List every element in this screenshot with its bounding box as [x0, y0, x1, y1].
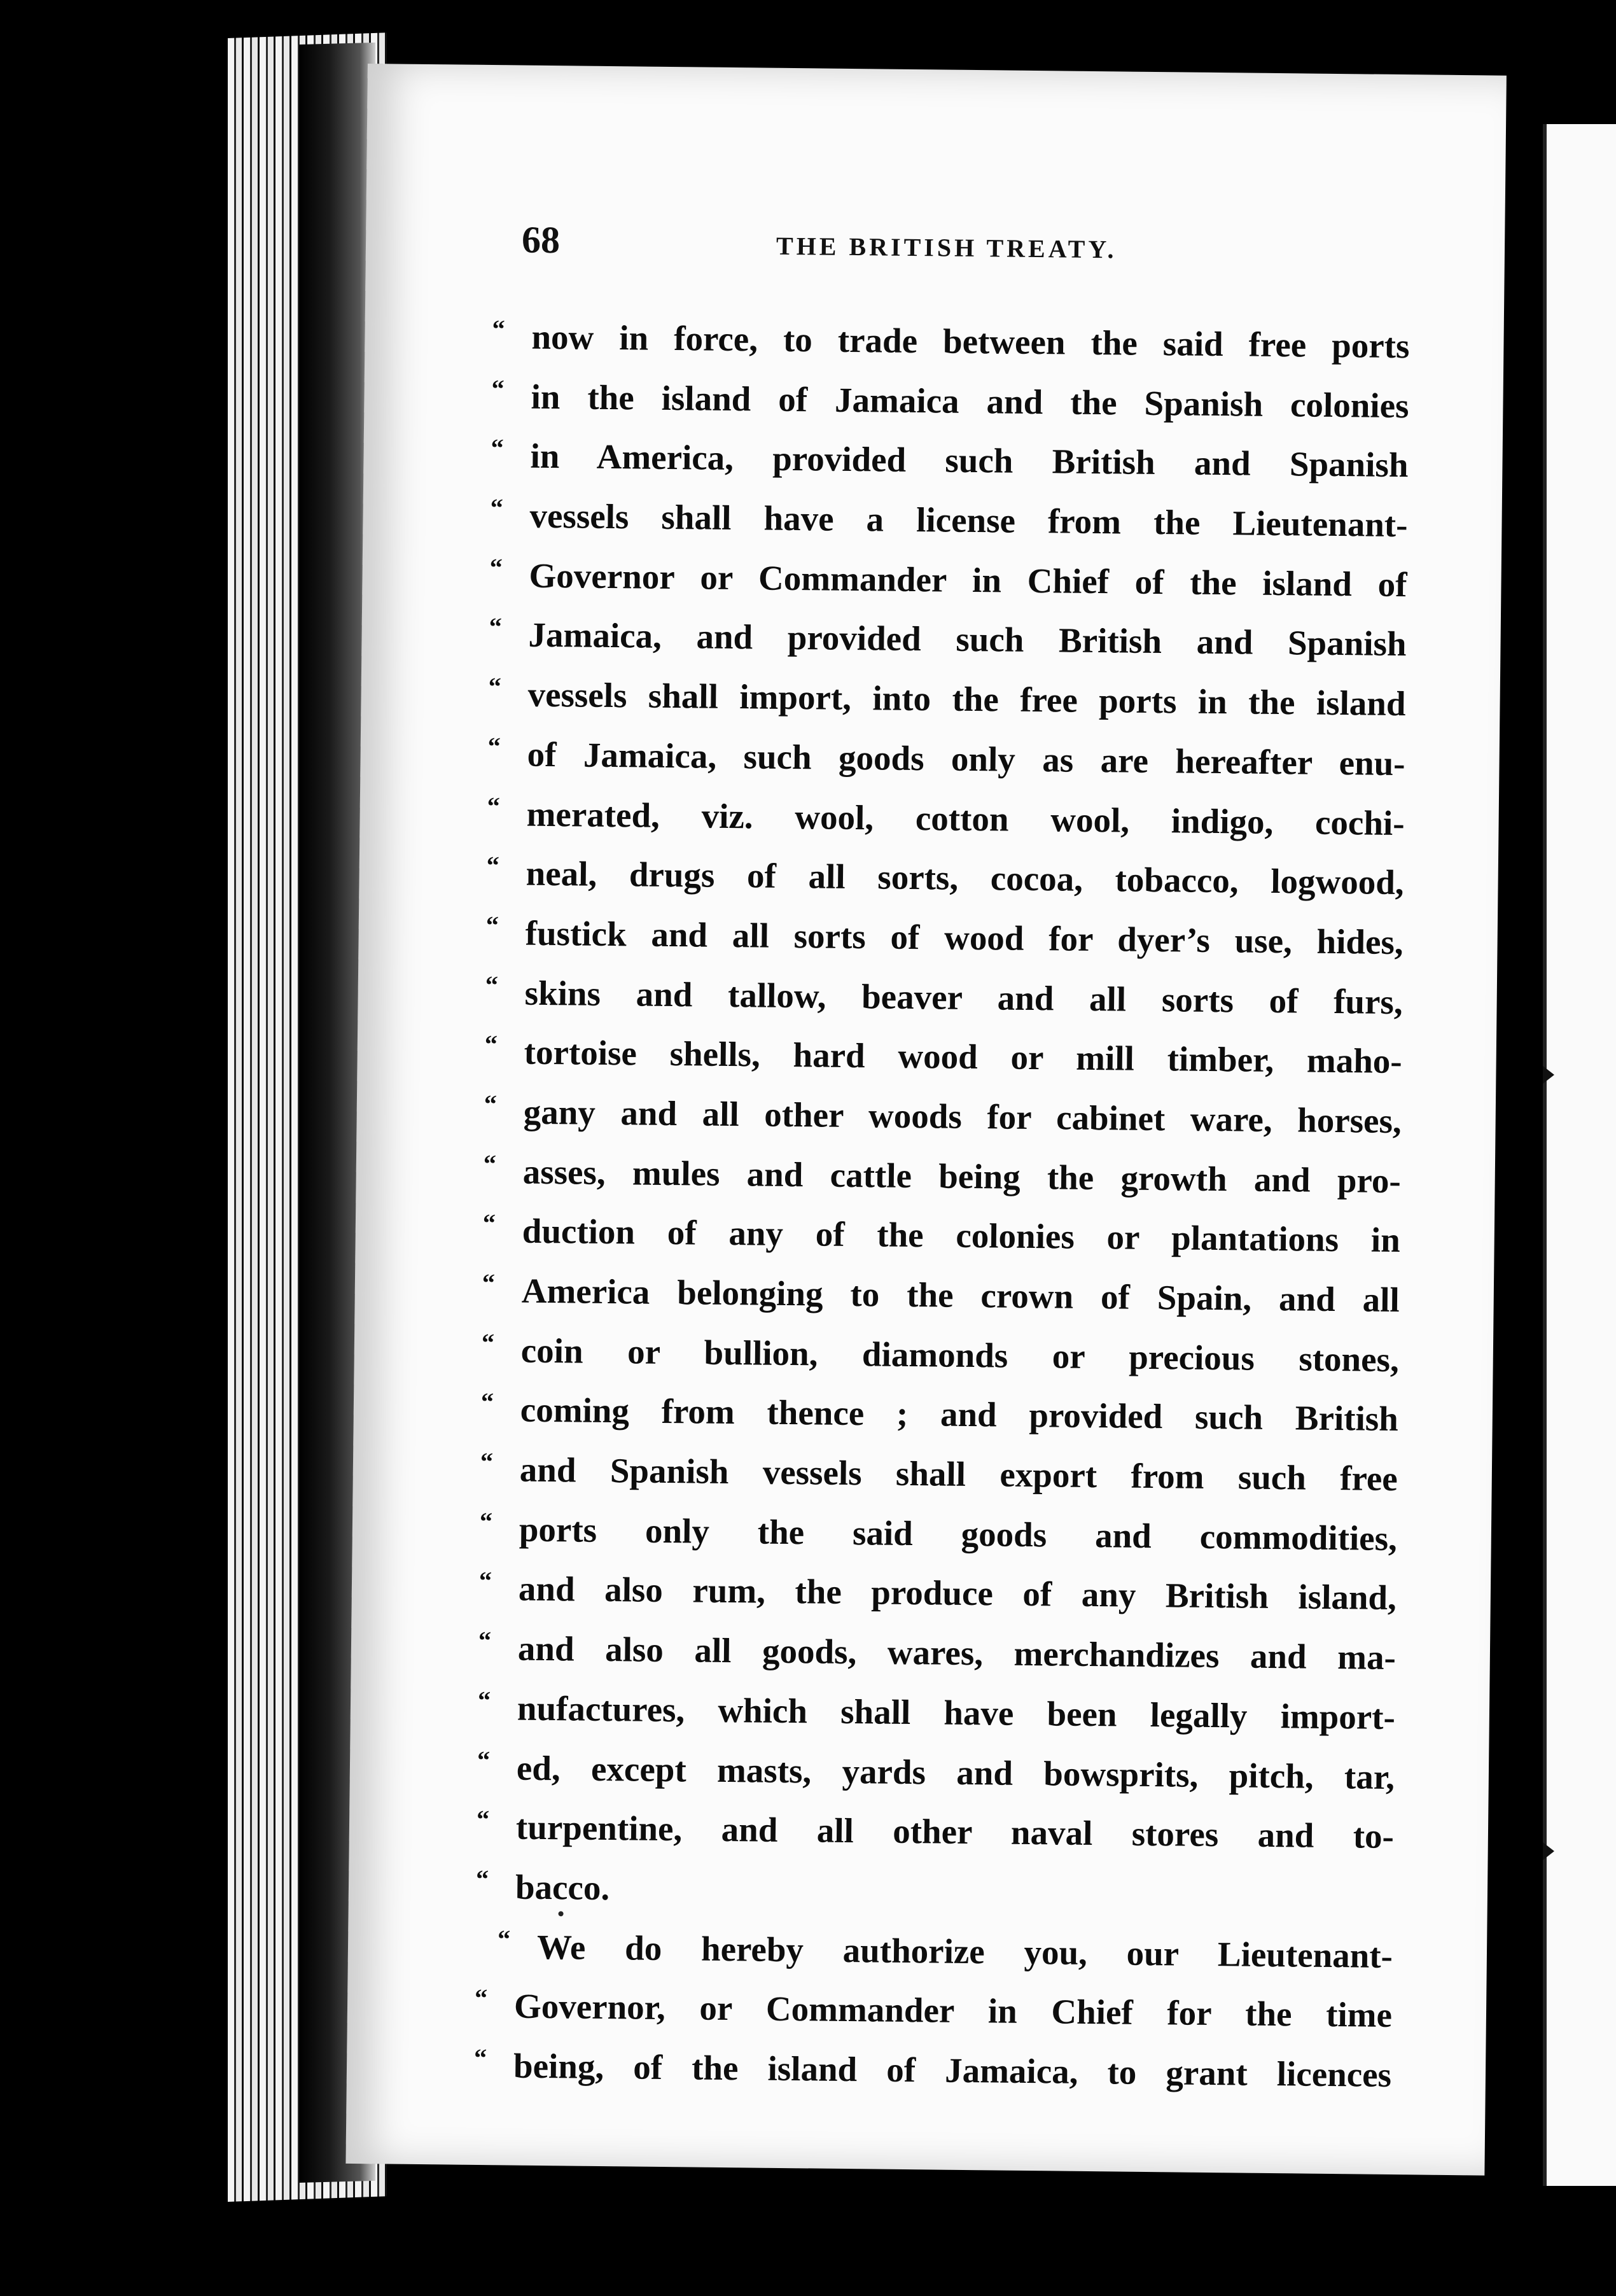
text-line-content: in America, provided such British and Spanish	[530, 437, 1409, 485]
text-line-content: Jamaica, and provided such British and Spanish	[528, 615, 1407, 664]
text-line-content: America belonging to the crown of Spain, and all	[521, 1271, 1400, 1320]
quote-mark: “	[483, 1149, 497, 1178]
quote-mark: “	[478, 1566, 492, 1595]
text-line	[476, 1857, 1399, 1926]
page-header	[522, 218, 1477, 286]
text-line	[477, 1737, 1400, 1807]
text-line-content: Governor, or Commander in Chief for the time	[513, 1986, 1393, 2035]
quote-mark: “	[475, 1864, 489, 1894]
quote-mark: “	[485, 910, 499, 940]
text-line-content: and Spanish vessels shall export from such free	[519, 1450, 1398, 1499]
text-line-content: duction of any of the colonies or plantations in	[522, 1211, 1401, 1260]
text-line	[477, 1678, 1400, 1747]
text-line	[487, 784, 1410, 853]
text-line-content: We do hereby authorize you, our Lieutenant-	[536, 1927, 1393, 1975]
text-line	[484, 1022, 1407, 1091]
body-text	[474, 307, 1415, 2105]
text-line	[474, 2036, 1397, 2105]
quote-mark: “	[482, 1208, 496, 1238]
quote-mark: “	[485, 970, 499, 999]
text-line	[483, 1142, 1406, 1211]
text-line	[481, 1320, 1404, 1390]
text-line	[477, 1797, 1400, 1866]
quote-mark: “	[488, 672, 501, 701]
text-line	[482, 1261, 1405, 1330]
text-line-content: Governor or Commander in Chief of the island of	[529, 556, 1407, 604]
text-line	[485, 903, 1409, 972]
text-line-content: of Jamaica, such goods only as are hereafter enu-	[527, 734, 1405, 783]
quote-mark: “	[489, 552, 503, 582]
book-page	[345, 64, 1506, 2176]
quote-mark: “	[477, 1745, 491, 1774]
text-line-content: nufactures, which shall have been legally import-	[517, 1688, 1396, 1737]
text-line	[489, 605, 1412, 674]
text-line-content: and also all goods, wares, merchandizes and ma-	[517, 1628, 1397, 1677]
running-head: THE BRITISH TREATY.	[776, 231, 1117, 264]
text-line-content: vessels shall import, into the free ports in the island	[527, 675, 1406, 724]
text-line-content: merated, viz. wool, cotton wool, indigo, cochi-	[526, 794, 1405, 843]
page-edge-mark	[1543, 1842, 1554, 1860]
ink-speck	[559, 1911, 564, 1916]
quote-mark: “	[489, 612, 502, 641]
text-line-content: coin or bullion, diamonds or precious stones,	[520, 1331, 1400, 1379]
quote-mark: “	[474, 1984, 488, 2013]
quote-mark: “	[480, 1387, 494, 1417]
quote-mark: “	[487, 731, 501, 761]
quote-mark: “	[492, 314, 505, 344]
text-line	[475, 1976, 1398, 2045]
text-line-content: turpentine, and all other naval stores and to-	[515, 1807, 1395, 1856]
text-line	[489, 545, 1412, 615]
quote-mark: “	[477, 1685, 491, 1714]
quote-mark: “	[491, 374, 505, 403]
quote-mark: “	[486, 851, 500, 880]
text-line	[480, 1439, 1403, 1509]
text-line	[491, 367, 1414, 436]
text-line-content: being, of the island of Jamaica, to grant licences	[513, 2046, 1392, 2094]
page-edge-mark	[1543, 1066, 1554, 1084]
text-line-content: fustick and all sorts of wood for dyer’s use, hides,	[525, 913, 1404, 962]
page-number: 68	[521, 218, 561, 262]
text-line-content: and also rum, the produce of any British island,	[518, 1569, 1397, 1618]
quote-mark: “	[480, 1447, 494, 1476]
text-line	[475, 1916, 1398, 1985]
text-line	[484, 1082, 1407, 1151]
facing-page-sliver	[1543, 124, 1616, 2186]
text-line-content: skins and tallow, beaver and all sorts of furs,	[524, 973, 1403, 1021]
quote-mark: “	[497, 1924, 511, 1954]
text-line-content: now in force, to trade between the said free ports	[531, 317, 1410, 366]
text-line-content: ed, except masts, yards and bowsprits, pitch, tar,	[516, 1748, 1395, 1796]
text-line	[490, 486, 1413, 555]
text-line-content: bacco.	[515, 1867, 610, 1908]
quote-mark: “	[484, 1089, 498, 1119]
text-line-content: tortoise shells, hard wood or mill timber, maho-	[524, 1032, 1402, 1081]
text-line-content: ports only the said goods and commodities,	[519, 1509, 1398, 1558]
text-line	[487, 724, 1411, 794]
text-line-content: asses, mules and cattle being the growth and pro-	[522, 1152, 1402, 1200]
text-line	[480, 1380, 1404, 1449]
text-line	[485, 963, 1408, 1032]
text-line-content: vessels shall have a license from the Lieutenant-	[529, 496, 1408, 545]
quote-mark: “	[481, 1327, 495, 1357]
quote-mark: “	[482, 1268, 496, 1298]
text-line-content: in the island of Jamaica and the Spanish colonies	[531, 377, 1409, 425]
quote-mark: “	[478, 1626, 492, 1655]
text-line-content: coming from thence ; and provided such British	[520, 1390, 1399, 1439]
quote-mark: “	[487, 791, 501, 820]
quote-mark: “	[490, 493, 503, 522]
text-line-content: neal, drugs of all sorts, cocoa, tobacco, logwood,	[526, 853, 1404, 902]
text-line	[479, 1499, 1402, 1569]
text-line	[488, 664, 1411, 734]
quote-mark: “	[484, 1030, 498, 1059]
text-line	[478, 1558, 1402, 1628]
text-line-content: gany and all other woods for cabinet ware, horses,	[523, 1092, 1402, 1141]
quote-mark: “	[491, 433, 504, 463]
text-line	[491, 426, 1414, 495]
text-line	[492, 307, 1415, 376]
quote-mark: “	[476, 1805, 490, 1834]
quote-mark: “	[479, 1506, 493, 1536]
text-line	[482, 1201, 1405, 1270]
text-line	[486, 843, 1409, 913]
text-line	[478, 1618, 1401, 1688]
quote-mark: “	[473, 2043, 487, 2073]
